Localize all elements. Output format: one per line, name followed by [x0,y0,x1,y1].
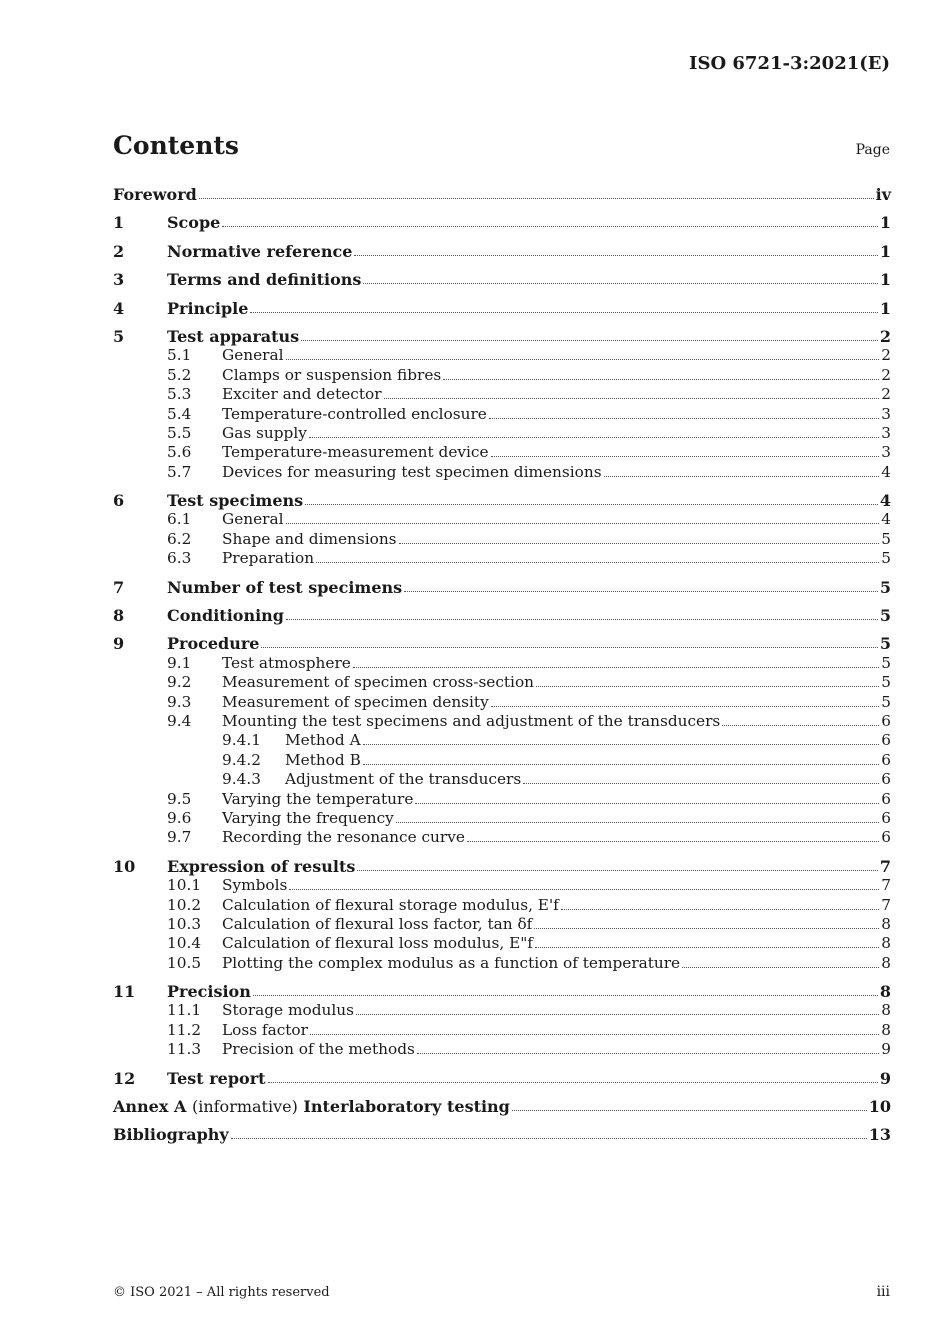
toc-entry-title [167,857,355,876]
toc-entry-title [222,934,533,953]
toc-entry-title [167,242,352,261]
toc-entry-page: 9 [879,1068,891,1088]
toc-entry-title [222,876,287,895]
toc-entry-title-text: Calculation of flexural loss modulus, E"f [222,934,533,953]
dot-leader [199,198,874,199]
toc-entry-number: 10.1 [167,876,202,895]
toc-entry-page: 8 [881,953,891,972]
toc-entry-number: 5 [113,326,125,346]
toc-entry-number: 6.3 [167,549,192,568]
toc-entry[interactable] [113,404,891,423]
toc-entry-page: 6 [881,731,891,750]
toc-entry-page: 5 [881,549,891,568]
dot-leader [417,1053,879,1054]
toc-entry-page: 2 [881,346,891,365]
toc-entry-title [167,299,248,318]
toc-entry-page: 13 [868,1125,891,1145]
dot-leader [399,543,880,544]
toc-entry-title [222,1001,354,1020]
toc-entry-title-text: Normative reference [167,241,353,261]
page-column-label: Page [855,142,890,158]
toc-entry-page: 4 [879,491,891,511]
dot-leader [305,504,878,505]
toc-entry-page: 9 [881,1040,891,1059]
toc-entry-title-text: General [222,510,284,529]
toc-entry-title-text: Gas supply [222,423,307,442]
toc-entry-title [167,213,220,232]
toc-entry-title-text: Procedure [167,634,260,654]
dot-leader [268,1082,878,1083]
toc-entry[interactable] [113,857,891,876]
toc-entry-title-text: Foreword [113,185,197,204]
dot-leader [286,359,880,360]
toc-entry-title-text: Temperature-controlled enclosure [222,404,487,423]
toc-entry-title [222,346,284,365]
toc-entry[interactable] [113,578,891,597]
toc-entry[interactable] [113,828,891,847]
toc-entry-title-text: Expression of results [167,856,356,876]
dot-leader [286,523,880,524]
dot-leader [415,803,879,804]
toc-entry-title-text: Symbols [222,876,288,895]
toc-entry-number: 5.4 [167,404,192,423]
toc-entry-number: 5.3 [167,385,192,404]
toc-entry-page: 8 [879,982,891,1002]
toc-entry[interactable] [113,1001,891,1020]
document-id: ISO 6721-3:2021(E) [689,53,890,74]
table-of-contents [113,185,891,1144]
toc-entry-title-text: Test report [167,1068,266,1088]
toc-entry-number: 11.1 [167,1001,202,1020]
toc-entry[interactable] [113,242,891,261]
toc-entry-title [167,1069,266,1088]
toc-entry[interactable] [113,606,891,625]
dot-leader [353,667,879,668]
toc-entry[interactable] [113,1020,891,1039]
toc-entry[interactable] [113,510,891,529]
toc-entry-number: 5.5 [167,423,192,442]
toc-entry-page: 3 [881,404,891,423]
toc-entry[interactable] [113,915,891,934]
toc-entry-number: 5.6 [167,443,192,462]
toc-entry[interactable] [113,876,891,895]
toc-entry-title [222,424,307,443]
toc-entry-title [222,954,680,973]
toc-entry[interactable] [113,809,891,828]
toc-entry-page: 2 [881,385,891,404]
dot-leader [250,312,877,313]
toc-entry-title-text: Bibliography [113,1125,229,1145]
toc-entry-title-text: Varying the temperature [222,789,414,808]
toc-entry[interactable] [113,327,891,346]
toc-entry-number: 11.3 [167,1040,202,1059]
toc-entry[interactable] [113,934,891,953]
toc-entry-title [222,366,441,385]
toc-entry-title-text: Precision of the methods [222,1040,415,1059]
toc-entry-title [222,693,489,712]
dot-leader [722,725,879,726]
toc-entry[interactable] [113,424,891,443]
toc-entry-page: 6 [881,711,891,730]
toc-entry-title [222,654,351,673]
toc-entry[interactable] [113,270,891,289]
toc-entry-title [167,270,361,289]
toc-entry-number: 1 [113,213,125,233]
toc-entry-number: 9.4.1 [222,731,261,750]
dot-leader [384,398,880,399]
toc-entry[interactable] [113,491,891,510]
toc-entry-number: 6 [113,491,125,511]
toc-entry[interactable] [113,1125,891,1144]
dot-leader [489,418,879,419]
dot-leader [491,456,880,457]
toc-entry-title-text: Varying the frequency [222,808,394,827]
toc-entry-number: 9 [113,634,125,654]
toc-entry-title [222,673,534,692]
toc-entry-title [167,982,251,1001]
dot-leader [356,1014,879,1015]
dot-leader [363,764,879,765]
toc-entry-number: 5.7 [167,462,192,481]
toc-entry-title-text: Exciter and detector [222,385,382,404]
toc-entry-title-text: Method B [285,750,361,769]
dot-leader [523,783,879,784]
toc-entry-page: 5 [881,673,891,692]
toc-entry-title-text: Temperature-measurement device [222,443,489,462]
toc-entry[interactable] [113,213,891,232]
toc-entry-title-text: Test specimens [167,491,304,511]
toc-entry-title-text: Measurement of specimen cross-section [222,673,535,692]
toc-entry-page: 1 [879,241,891,261]
toc-entry-title [222,915,532,934]
toc-entry[interactable] [113,712,891,731]
toc-entry-number: 9.4.2 [222,750,261,769]
toc-entry-page: 8 [881,1020,891,1039]
toc-entry[interactable] [113,653,891,672]
toc-entry-title [222,896,559,915]
toc-entry-title [222,790,413,809]
toc-entry-title-text: Test apparatus [167,326,300,346]
dot-leader [396,822,879,823]
toc-entry-title-text: Shape and dimensions [222,529,397,548]
toc-entry-title-text: Test atmosphere [222,653,351,672]
toc-entry-title [167,634,259,653]
toc-entry-title-text: Scope [167,213,221,233]
toc-entry[interactable] [113,982,891,1001]
toc-entry-title [285,751,361,770]
toc-entry-number: 9.4.3 [222,770,261,789]
dot-leader [363,283,877,284]
toc-entry-title [222,405,487,424]
toc-entry-title [222,463,602,482]
toc-entry[interactable] [113,1097,891,1116]
toc-entry-number: 5.1 [167,346,192,365]
dot-leader [222,226,878,227]
dot-leader [309,437,879,438]
toc-entry-title-text: Plotting the complex modulus as a function of temperature [222,953,681,972]
toc-entry-title-text: Adjustment of the transducers [285,770,522,789]
toc-entry-title-text: Number of test specimens [167,577,403,597]
toc-entry-page: 8 [881,1001,891,1020]
toc-entry-title [285,770,521,789]
toc-entry[interactable] [113,346,891,365]
toc-entry-page: 8 [881,934,891,953]
toc-entry-title [222,385,382,404]
toc-entry-title [285,731,361,750]
toc-entry[interactable] [113,443,891,462]
page-title: Contents [113,131,240,160]
toc-entry-page: 7 [881,895,891,914]
toc-entry[interactable] [113,1069,891,1088]
toc-entry-number: 9.1 [167,653,192,672]
toc-entry-title-text: Precision [167,982,251,1002]
toc-entry-number: 9.5 [167,789,192,808]
toc-entry-number: 10.4 [167,934,202,953]
toc-entry-page: 6 [881,789,891,808]
toc-entry-page: 5 [881,692,891,711]
toc-entry[interactable] [113,692,891,711]
toc-entry-page: 4 [881,510,891,529]
toc-entry-number: 10.2 [167,895,202,914]
toc-entry-title [113,185,197,204]
toc-entry-number: 9.7 [167,828,192,847]
toc-entry-title [167,578,402,597]
toc-entry-title [222,712,720,731]
dot-leader [286,619,878,620]
dot-leader [536,686,879,687]
toc-entry-page: 6 [881,750,891,769]
toc-entry-page: 2 [879,326,891,346]
toc-entry-number: 12 [113,1068,136,1088]
toc-entry-title-text: Calculation of flexural storage modulus, E'f [222,895,559,914]
toc-entry-page: 5 [881,653,891,672]
dot-leader [357,870,878,871]
dot-leader [289,889,879,890]
toc-entry-title [167,491,303,510]
dot-leader [491,706,880,707]
toc-entry-number: 4 [113,298,125,318]
dot-leader [316,562,879,563]
footer-copyright: © ISO 2021 – All rights reserved [113,1285,330,1300]
toc-entry-title-text: Terms and definitions [167,270,362,290]
toc-entry[interactable] [113,529,891,548]
toc-entry-title-text: Annex A [113,1097,187,1117]
toc-entry-page: 7 [879,856,891,876]
toc-entry-page: 3 [881,423,891,442]
toc-entry-number: 11.2 [167,1020,202,1039]
toc-entry-title [222,828,465,847]
toc-entry-title-text: Storage modulus [222,1001,354,1020]
toc-entry-title-text: Conditioning [167,606,284,626]
toc-entry-title-annex-name: Interlaboratory testing [303,1097,510,1117]
toc-entry-title [222,530,397,549]
toc-entry[interactable] [113,673,891,692]
toc-entry-page: iv [875,185,891,204]
toc-entry-number: 9.4 [167,711,192,730]
toc-entry-title-text: Recording the resonance curve [222,828,465,847]
toc-entry-page: 6 [881,828,891,847]
toc-entry-title [113,1125,229,1144]
toc-entry-number: 10.3 [167,914,202,933]
dot-leader [404,591,878,592]
toc-entry-page: 3 [881,443,891,462]
toc-entry-number: 10.5 [167,953,202,972]
toc-entry-title [222,1040,415,1059]
toc-entry-page: 1 [879,270,891,290]
dot-leader [682,967,879,968]
toc-entry-page: 2 [881,365,891,384]
dot-leader [253,995,878,996]
toc-entry-title-text: Principle [167,298,249,318]
toc-entry-title-text: Loss factor [222,1020,308,1039]
toc-entry[interactable] [113,789,891,808]
dot-leader [467,841,879,842]
dot-leader [301,340,878,341]
toc-entry-number: 9.6 [167,808,192,827]
toc-entry[interactable] [113,634,891,653]
toc-entry-number: 8 [113,606,125,626]
dot-leader [363,744,880,745]
toc-entry[interactable] [113,185,891,204]
toc-entry-number: 7 [113,577,125,597]
toc-entry[interactable] [113,770,891,789]
toc-entry[interactable] [113,1040,891,1059]
toc-entry[interactable] [113,895,891,914]
toc-entry[interactable] [113,731,891,750]
toc-entry[interactable] [113,549,891,568]
toc-entry-title-text: Preparation [222,549,315,568]
toc-entry-page: 6 [881,770,891,789]
dot-leader [310,1034,879,1035]
toc-entry[interactable] [113,953,891,972]
toc-entry[interactable] [113,365,891,384]
toc-entry-number: 6.2 [167,529,192,548]
dot-leader [535,947,879,948]
toc-entry-title [222,549,314,568]
toc-entry-page: 5 [879,634,891,654]
toc-entry-title-text: General [222,346,284,365]
toc-entry-page: 7 [881,876,891,895]
toc-entry-number: 11 [113,982,136,1002]
footer-page-number: iii [876,1284,890,1300]
dot-leader [354,255,877,256]
dot-leader [534,928,879,929]
toc-entry-title-text: Clamps or suspension fibres [222,365,442,384]
toc-entry-number: 10 [113,856,136,876]
dot-leader [443,379,879,380]
toc-entry-title [113,1097,510,1116]
toc-entry-title [222,510,284,529]
dot-leader [261,647,877,648]
toc-entry-number: 6.1 [167,510,192,529]
toc-entry-number: 9.2 [167,673,192,692]
toc-entry-title [167,327,299,346]
toc-entry-title-annex-type: (informative) [191,1097,298,1117]
toc-entry-title-text: Measurement of specimen density [222,692,489,711]
toc-entry-title-text: Method A [285,731,361,750]
toc-entry-page: 1 [879,298,891,318]
toc-entry-number: 9.3 [167,692,192,711]
toc-entry-number: 3 [113,270,125,290]
toc-entry[interactable] [113,385,891,404]
dot-leader [512,1110,867,1111]
toc-entry[interactable] [113,299,891,318]
toc-entry-title-text: Devices for measuring test specimen dimensions [222,462,602,481]
dot-leader [561,909,879,910]
toc-entry-page: 4 [881,462,891,481]
toc-entry-title [167,606,284,625]
toc-entry-number: 5.2 [167,365,192,384]
toc-entry-number: 2 [113,241,125,261]
toc-entry-title [222,1021,308,1040]
dot-leader [231,1138,867,1139]
toc-entry-page: 8 [881,914,891,933]
toc-entry-title [222,809,394,828]
dot-leader [604,476,880,477]
toc-entry-title-text: Mounting the test specimens and adjustment of the transducers [222,711,721,730]
toc-entry-title [222,443,489,462]
toc-entry[interactable] [113,750,891,769]
toc-entry-page: 5 [879,577,891,597]
toc-entry-page: 5 [879,606,891,626]
toc-entry-page: 10 [868,1097,891,1117]
toc-entry-title-text: Calculation of flexural loss factor, tan δf [222,914,533,933]
toc-entry-page: 1 [879,213,891,233]
toc-entry-page: 6 [881,808,891,827]
toc-entry[interactable] [113,462,891,481]
toc-entry-page: 5 [881,529,891,548]
